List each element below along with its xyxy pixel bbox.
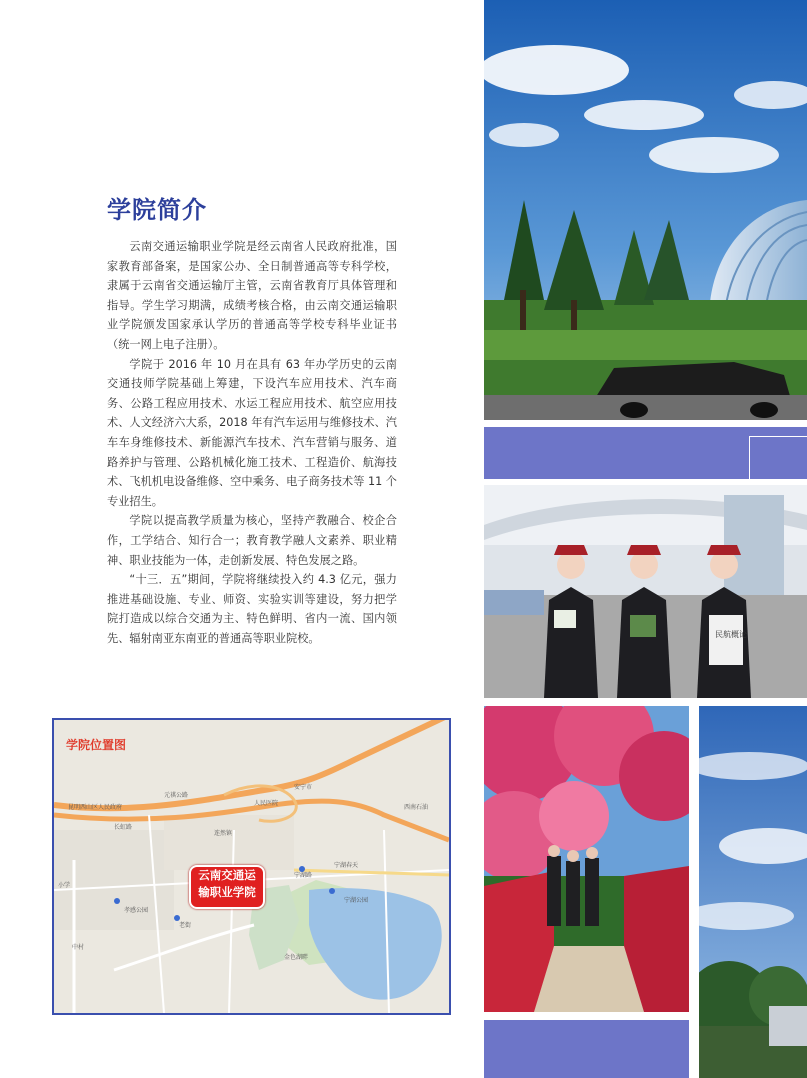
map-label: 小学 bbox=[58, 882, 71, 889]
students-photo bbox=[484, 485, 807, 698]
map-pin-icon bbox=[329, 888, 335, 894]
book-title: 民航概论 bbox=[715, 630, 747, 639]
map-pin-icon bbox=[299, 866, 305, 872]
school-label-line: 输职业学院 bbox=[198, 885, 256, 899]
map-label: 长虹路 bbox=[114, 824, 133, 831]
paragraph: “十三．五”期间，学院将继续投入约 4.3 亿元，强力推进基础设施、专业、师资、实验实训等建设，努力把学院打造成以综合交通为主、特色鲜明、省内一流、国内领先、辐射南亚东南亚的普通高等职业院校。 bbox=[107, 573, 397, 645]
location-map bbox=[52, 718, 451, 1015]
map-pin-icon bbox=[114, 898, 120, 904]
blossom-garden-photo bbox=[484, 706, 689, 1012]
map-label: 昆明西山区人民政府 bbox=[68, 804, 123, 811]
decorative-frame bbox=[749, 436, 807, 481]
map-title: 学院位置图 bbox=[66, 738, 127, 752]
map-label: 西南石油 bbox=[404, 804, 429, 811]
map-label: 连然镇 bbox=[214, 830, 233, 837]
sky-trees-photo bbox=[699, 706, 807, 1078]
intro-text bbox=[107, 237, 397, 648]
map-label: 安宁市 bbox=[294, 784, 313, 791]
map-label: 金色湖畔 bbox=[284, 954, 309, 961]
page-title: 学院简介 bbox=[107, 195, 207, 224]
map-label: 老街 bbox=[179, 922, 192, 929]
map-label: 孝感公园 bbox=[124, 907, 149, 914]
school-label-line: 云南交通运 bbox=[198, 868, 256, 882]
map-label: 人民医院 bbox=[254, 800, 279, 807]
school-location-marker bbox=[189, 865, 265, 909]
decorative-blue-block bbox=[484, 1020, 689, 1078]
paragraph: 学院于 2016 年 10 月在具有 63 年办学历史的云南交通技师学院基础上筹建，下设汽车应用技术、汽车商务、公路工程应用技术、水运工程应用技术、航空应用技术、人文经济六大系，2018 年有汽车运用与维修技术、汽车车身维修技术、新能源汽车技术、汽车营销与服务、道路养护与管理、公路机械化施工技术、工程造价、航海技术、飞机机电设备维修、空中乘务、电子商务技术等 11 个专业招生。 bbox=[107, 357, 397, 508]
map-pin-icon bbox=[174, 915, 180, 921]
paragraph: 云南交通运输职业学院是经云南省人民政府批准，国家教育部备案，是国家公办、全日制普通高等专科学校，隶属于云南省交通运输厅主管，云南省教育厅具体管理和指导。学生学习期满，成绩考核合格，由云南交通运输职业学院颁发国家承认学历的普通高等学校专科毕业证书（统一网上电子注册）。 bbox=[107, 240, 397, 351]
map-label: 元祺公路 bbox=[164, 792, 189, 799]
paragraph: 学院以提高教学质量为核心，坚持产教融合、校企合作，工学结合、知行合一；教育教学融人文素养、职业精神、职业技能为一体，走创新发展、特色发展之路。 bbox=[107, 514, 397, 567]
map-label: 宁湖公园 bbox=[344, 897, 369, 904]
map-label: 宁湖路 bbox=[294, 872, 313, 879]
campus-dome-photo bbox=[484, 0, 807, 420]
map-label: 中村 bbox=[72, 944, 85, 951]
map-label: 宁湖春天 bbox=[334, 862, 359, 869]
